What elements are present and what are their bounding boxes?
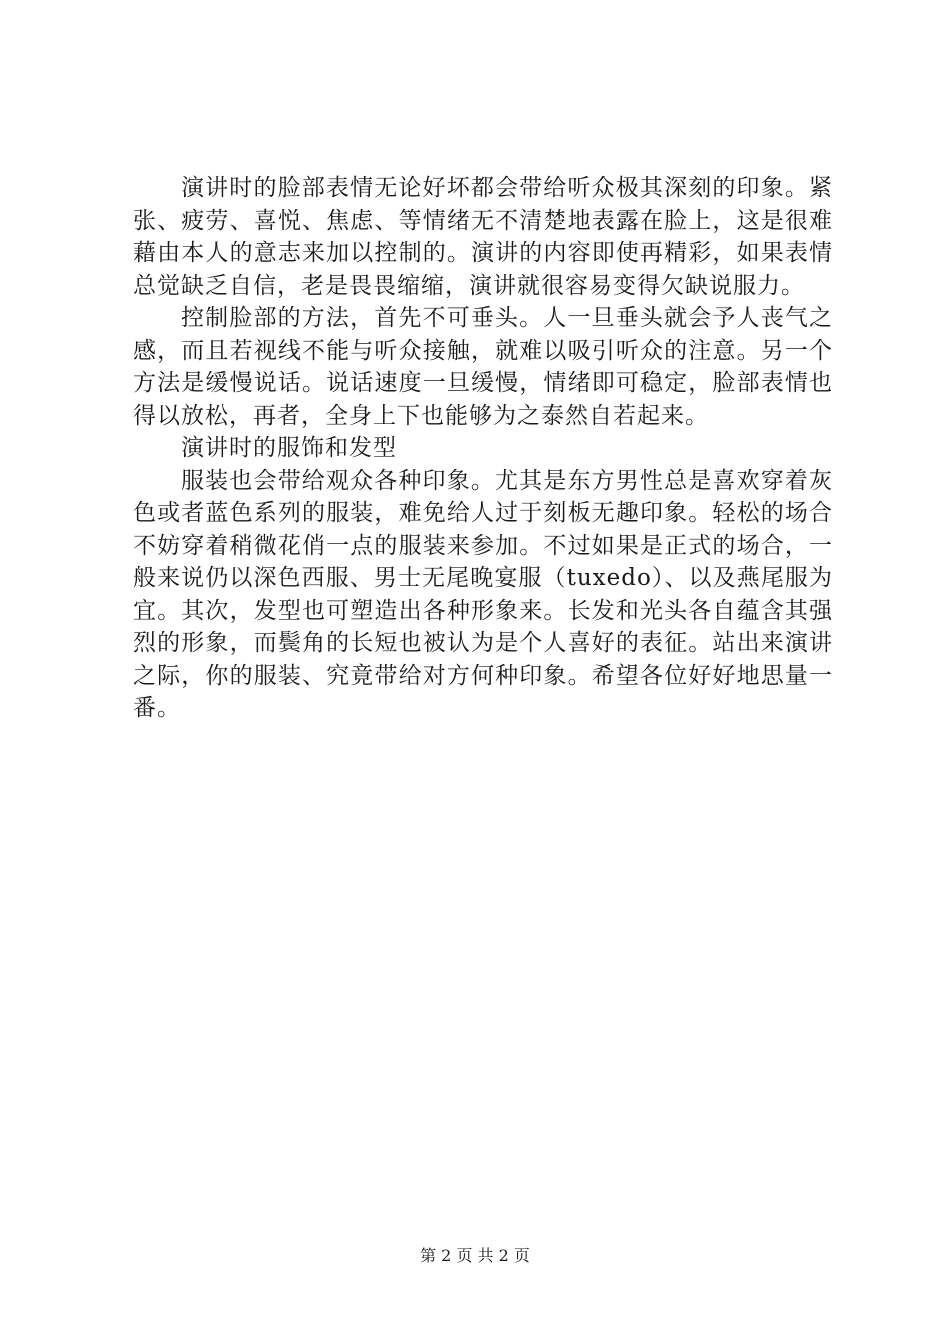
paragraph-facial-expression: 演讲时的脸部表情无论好坏都会带给听众极其深刻的印象。紧张、疲劳、喜悦、焦虑、等情绪无不清楚地表露在脸上，这是很难藉由本人的意志来加以控制的。演讲的内容即使再精彩，如果表情总觉缺乏自信，老是畏畏缩缩，演讲就很容易变得欠缺说服力。 — [133, 175, 833, 299]
page-number-footer: 第 2 页 共 2 页 — [420, 1246, 530, 1265]
paragraph-face-control: 控制脸部的方法，首先不可垂头。人一旦垂头就会予人丧气之感，而且若视线不能与听众接触，就难以吸引听众的注意。另一个方法是缓慢说话。说话速度一旦缓慢，情绪即可稳定，脸部表情也得以放松，再者，全身上下也能够为之泰然自若起来。 — [133, 305, 833, 429]
paragraph-attire: 服装也会带给观众各种印象。尤其是东方男性总是喜欢穿着灰色或者蓝色系列的服装，难免给人过于刻板无趣印象。轻松的场合不妨穿着稍微花俏一点的服装来参加。不过如果是正式的场合，一般来说仍以深色西服、男士无尾晚宴服（tuxedo）、以及燕尾服为宜。其次，发型也可塑造出各种形象来。长发和光头各自蕴含其强烈的形象，而鬓角的长短也被认为是个人喜好的表征。站出来演讲之际，你的服装、究竟带给对方何种印象。希望各位好好地思量一番。 — [133, 467, 833, 721]
section-heading-attire: 演讲时的服饰和发型 — [181, 435, 397, 461]
document-body — [133, 172, 833, 725]
